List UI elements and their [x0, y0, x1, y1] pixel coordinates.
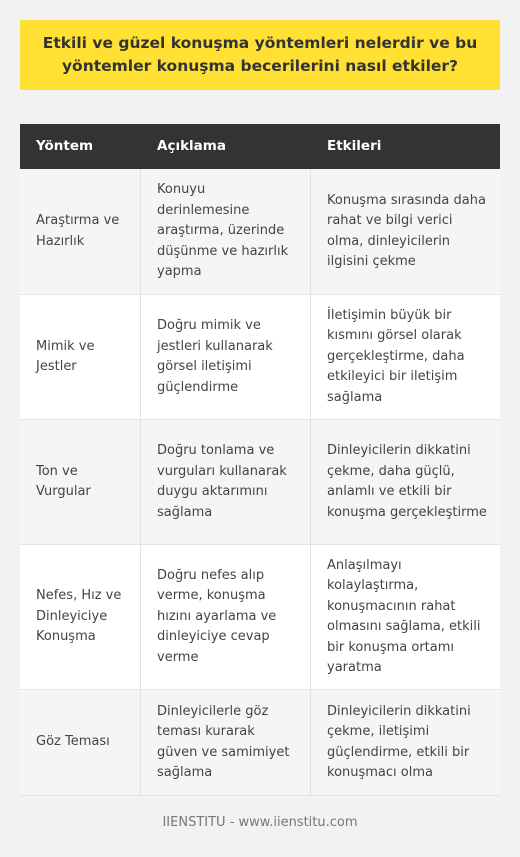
footer-credit: IIENSTITU - www.iienstitu.com [162, 815, 358, 830]
cell-effects: İletişimin büyük bir kısmını görsel olarak gerçekleştirme, daha etkileyici bir iletişim sağlama [327, 307, 465, 405]
cell-description: Doğru mimik ve jestleri kullanarak görsel iletişimi güçlendirme [141, 295, 311, 419]
cell-effects: Anlaşılmayı kolaylaştırma, konuşmacının rahat olmasını sağlama, etkili bir konuşma ortamı yaratma [327, 557, 481, 675]
header-description: Açıklama [157, 138, 226, 155]
methods-table [20, 124, 500, 796]
cell-method: Mimik ve Jestler [20, 295, 141, 419]
table-header-row [20, 124, 500, 169]
header-effects: Etkileri [327, 138, 382, 155]
title-banner [20, 20, 500, 90]
cell-description: Konuyu derinlemesine araştırma, üzerinde düşünme ve hazırlık yapma [141, 169, 311, 294]
cell-description: Doğru tonlama ve vurguları kullanarak duygu aktarımını sağlama [141, 420, 311, 544]
cell-method: Nefes, Hız ve Dinleyiciye Konuşma [20, 545, 141, 689]
table-row [20, 295, 500, 420]
cell-description: Dinleyicilerle göz teması kurarak güven ve samimiyet sağlama [141, 690, 311, 795]
cell-method: Ton ve Vurgular [20, 420, 141, 544]
cell-description: Doğru nefes alıp verme, konuşma hızını ayarlama ve dinleyiciye cevap verme [141, 545, 311, 689]
page-title: Etkili ve güzel konuşma yöntemleri nelerdir ve bu yöntemler konuşma becerilerini nasıl etkiler? [42, 34, 478, 75]
table-row [20, 420, 500, 545]
cell-method: Göz Teması [20, 690, 141, 795]
header-method: Yöntem [36, 138, 94, 155]
cell-effects: Dinleyicilerin dikkatini çekme, iletişimi güçlendirme, etkili bir konuşmacı olma [327, 703, 471, 780]
cell-effects: Konuşma sırasında daha rahat ve bilgi verici olma, dinleyicilerin ilgisini çekme [327, 192, 486, 269]
cell-effects: Dinleyicilerin dikkatini çekme, daha güçlü, anlamlı ve etkili bir konuşma gerçekleştirme [327, 443, 487, 520]
table-row [20, 169, 500, 295]
table-row [20, 690, 500, 796]
cell-method: Araştırma ve Hazırlık [20, 169, 141, 294]
table-row [20, 545, 500, 690]
